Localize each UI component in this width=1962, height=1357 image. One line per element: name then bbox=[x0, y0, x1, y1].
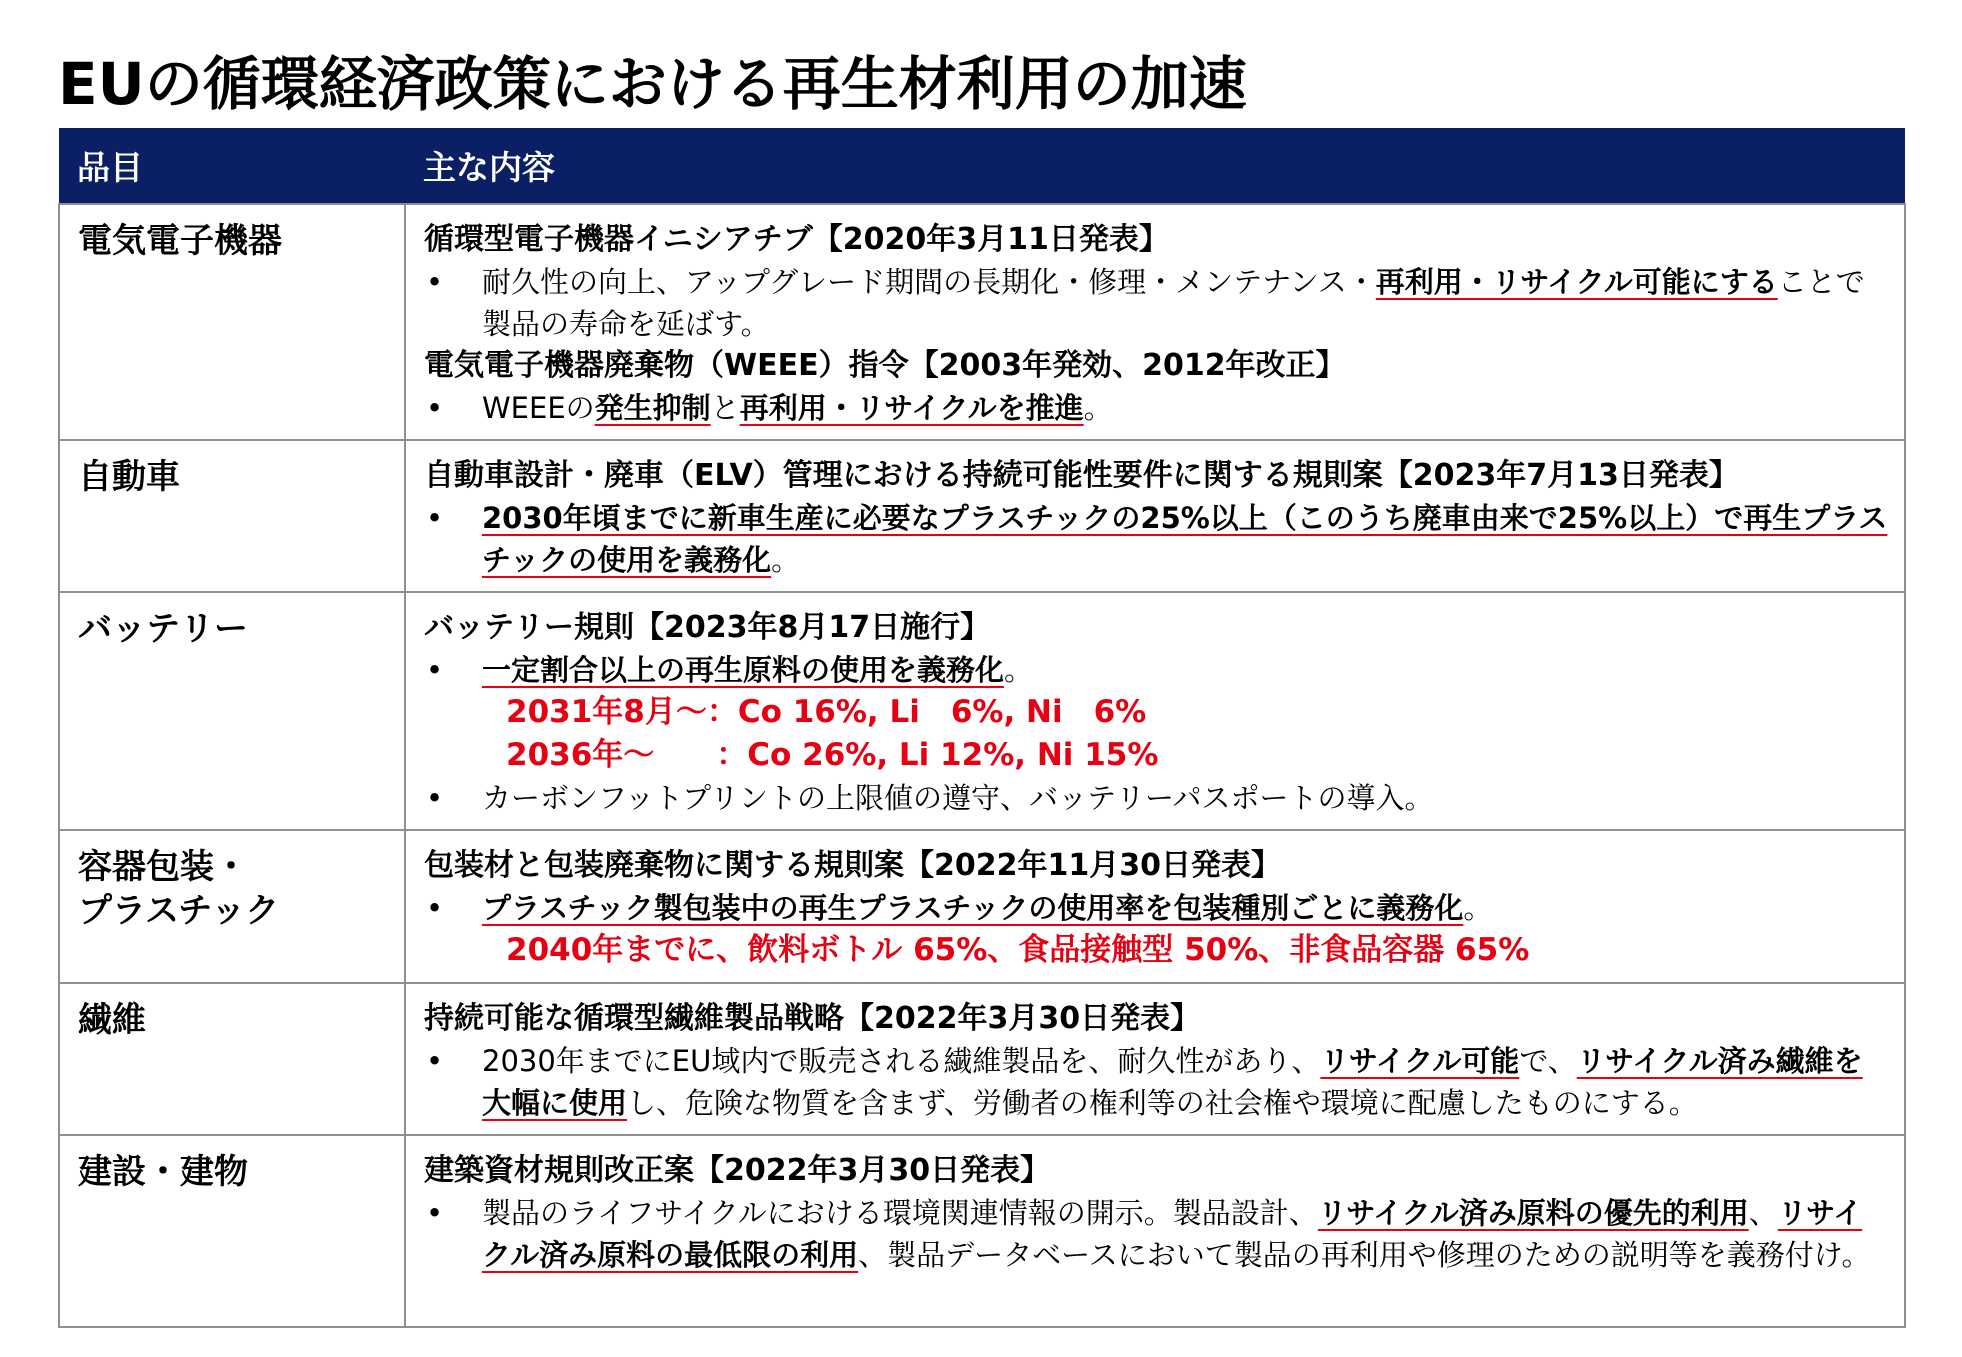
table-row bbox=[59, 204, 1905, 440]
highlighted-text: リサイクル済み繊維を大幅に使用 bbox=[482, 1044, 1863, 1120]
bullet-dot-icon: • bbox=[426, 265, 444, 299]
regulation-heading: 持続可能な循環型繊維製品戦略【2022年3月30日発表】 bbox=[424, 1001, 1201, 1036]
bullet-text bbox=[482, 261, 1888, 345]
highlighted-text: 再利用・リサイクルを推進 bbox=[739, 391, 1084, 425]
text-run: 耐久性の向上、アップグレード期間の長期化・修理・メンテナンス・ bbox=[482, 265, 1376, 299]
row-category: 容器包装・ プラスチック bbox=[59, 830, 405, 983]
bullet-text bbox=[482, 497, 1888, 581]
page-title: EUの循環経済政策における再生材利用の加速 bbox=[58, 50, 1247, 118]
row-category: 自動車 bbox=[59, 440, 405, 592]
header-category: 品目 bbox=[59, 128, 405, 204]
regulation-heading: 循環型電子機器イニシアチブ【2020年3月11日発表】 bbox=[424, 222, 1169, 257]
row-category: 建設・建物 bbox=[59, 1135, 405, 1327]
row-category: 電気電子機器 bbox=[59, 204, 405, 440]
bullet-item bbox=[424, 887, 1888, 929]
regulation-heading: 包装材と包装廃棄物に関する規則案【2022年11月30日発表】 bbox=[424, 848, 1281, 883]
bullet-dot-icon: • bbox=[426, 1044, 444, 1078]
highlighted-text: リサイクル済み原料の優先的利用 bbox=[1317, 1196, 1749, 1230]
bullet-text bbox=[482, 887, 1888, 929]
bullet-text bbox=[482, 387, 1888, 429]
row-category: 繊維 bbox=[59, 983, 405, 1135]
highlighted-text: リサイクル可能 bbox=[1320, 1044, 1520, 1078]
text-run: 。 bbox=[1083, 391, 1113, 425]
bullet-item bbox=[424, 1040, 1888, 1124]
bullet-text bbox=[482, 777, 1888, 819]
text-run: で、 bbox=[1519, 1044, 1577, 1078]
bullet-item bbox=[424, 777, 1888, 819]
bullet-dot-icon: • bbox=[426, 653, 444, 687]
highlighted-text: 2030年頃までに新車生産に必要なプラスチックの25%以上（このうち廃車由来で25%以上）で再生プラスチックの使用を義務化 bbox=[482, 501, 1888, 577]
table-row bbox=[59, 830, 1905, 983]
text-run: 2030年までにEU域内で販売される繊維製品を、耐久性があり、 bbox=[482, 1044, 1321, 1078]
highlighted-text: 一定割合以上の再生原料の使用を義務化 bbox=[482, 653, 1005, 687]
header-content: 主な内容 bbox=[405, 128, 1905, 204]
row-content bbox=[405, 983, 1905, 1135]
row-category: バッテリー bbox=[59, 592, 405, 830]
table-header-row bbox=[59, 128, 1905, 204]
highlighted-text: リサイクル済み原料の最低限の利用 bbox=[482, 1196, 1863, 1272]
text-run: 。 bbox=[1463, 891, 1493, 925]
regulation-heading: 電気電子機器廃棄物（WEEE）指令【2003年発効、2012年改正】 bbox=[424, 348, 1346, 383]
bullet-dot-icon: • bbox=[426, 891, 444, 925]
table-row bbox=[59, 983, 1905, 1135]
bullet-item bbox=[424, 1192, 1888, 1276]
bullet-dot-icon: • bbox=[426, 1196, 444, 1230]
bullet-item bbox=[424, 649, 1888, 691]
bullet-text bbox=[482, 649, 1888, 691]
bullet-item bbox=[424, 387, 1888, 429]
row-content bbox=[405, 204, 1905, 440]
bullet-item bbox=[424, 497, 1888, 581]
target-figure: 2036年～ ：Co 26%, Li 12%, Ni 15% bbox=[506, 737, 1159, 773]
text-run: し、危険な物質を含まず、労働者の権利等の社会権や環境に配慮したものにする。 bbox=[627, 1086, 1698, 1120]
regulation-heading: 自動車設計・廃車（ELV）管理における持続可能性要件に関する規則案【2023年7月13日発表】 bbox=[424, 458, 1739, 493]
text-run: 、 bbox=[1748, 1196, 1778, 1230]
regulation-heading: 建築資材規則改正案【2022年3月30日発表】 bbox=[424, 1153, 1051, 1188]
table-row bbox=[59, 440, 1905, 592]
row-content bbox=[405, 440, 1905, 592]
bullet-dot-icon: • bbox=[426, 781, 444, 815]
text-run: と bbox=[710, 391, 740, 425]
bullet-text bbox=[482, 1040, 1888, 1124]
row-content bbox=[405, 1135, 1905, 1327]
policy-table bbox=[58, 128, 1906, 1328]
regulation-heading: バッテリー規則【2023年8月17日施行】 bbox=[424, 610, 991, 645]
highlighted-text: プラスチック製包装中の再生プラスチックの使用率を包装種別ごとに義務化 bbox=[482, 891, 1464, 925]
text-run: 製品のライフサイクルにおける環境関連情報の開示。製品設計、 bbox=[482, 1196, 1318, 1230]
bullet-text bbox=[482, 1192, 1888, 1276]
text-run: ことで製品の寿命を延ばす。 bbox=[482, 265, 1865, 341]
table-row bbox=[59, 592, 1905, 830]
row-content bbox=[405, 592, 1905, 830]
highlighted-text: 発生抑制 bbox=[594, 391, 711, 425]
table-row bbox=[59, 1135, 1905, 1327]
text-run: 。 bbox=[1004, 653, 1034, 687]
text-run: 、製品データベースにおいて製品の再利用や修理のための説明等を義務付け。 bbox=[858, 1238, 1871, 1272]
bullet-dot-icon: • bbox=[426, 501, 444, 535]
target-figure: 2040年までに、飲料ボトル 65%、食品接触型 50%、非食品容器 65% bbox=[506, 932, 1530, 968]
table-body bbox=[59, 204, 1905, 1327]
text-run: カーボンフットプリントの上限値の遵守、バッテリーパスポートの導入。 bbox=[482, 781, 1434, 815]
target-figure: 2031年8月～：Co 16%, Li 6%, Ni 6% bbox=[506, 694, 1147, 730]
text-run: 。 bbox=[771, 543, 801, 577]
highlighted-text: 再利用・リサイクル可能にする bbox=[1375, 265, 1778, 299]
bullet-dot-icon: • bbox=[426, 391, 444, 425]
text-run: WEEEの bbox=[482, 391, 595, 425]
row-content bbox=[405, 830, 1905, 983]
bullet-item bbox=[424, 261, 1888, 345]
